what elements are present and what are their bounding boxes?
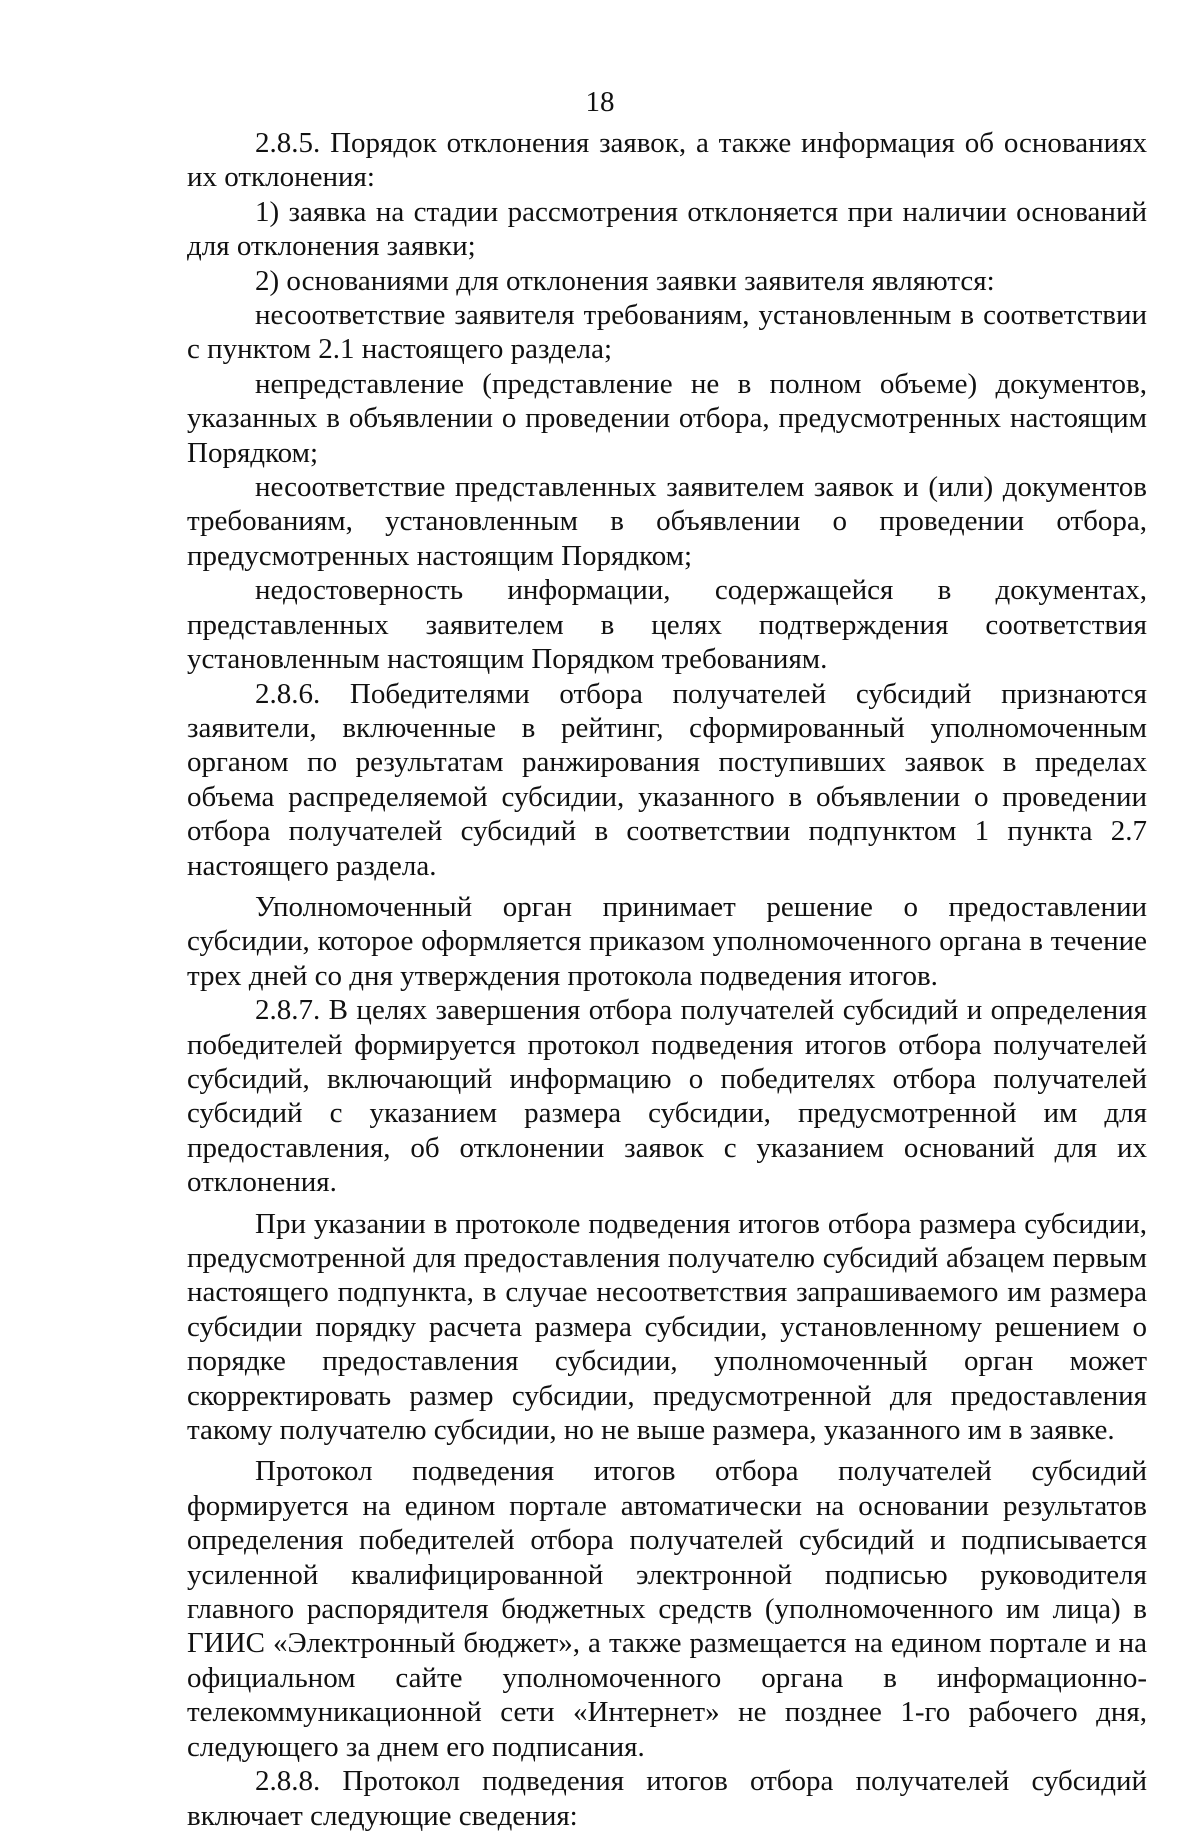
paragraph-2-8-8: 2.8.8. Протокол подведения итогов отбора получателей субсидий включает следующие сведения: (187, 1765, 1147, 1832)
paragraph-list-item-2: 2) основаниями для отклонения заявки заявителя являются: (255, 264, 995, 297)
paragraph-ground-requirements: несоответствие заявителя требованиям, установленным в соответствии с пунктом 2.1 настоящего раздела; (187, 299, 1147, 366)
paragraph-ground-documents: непредставление (представление не в полном объеме) документов, указанных в объявлении о проведении отбора, предусмотренных настоящим Порядком; (187, 367, 1147, 469)
paragraph-correction: При указании в протоколе подведения итогов отбора размера субсидии, предусмотренной для предоставления получателю субсидий абзацем первым настоящего подпункта, в случае несоответствия запрашиваемого им размера субсидии порядку расчета размера субсидии, установленному решением о порядке предоставления субсидии, уполномоченный орган может скорректировать размер субсидии, предусмотренной для предоставления такому получателю субсидии, но не выше размера, указанного им в заявке. (187, 1207, 1147, 1447)
document-body (187, 126, 1147, 1833)
page-number: 18 (585, 86, 615, 118)
paragraph-list-item-1: 1) заявка на стадии рассмотрения отклоняется при наличии оснований для отклонения заявки; (187, 195, 1147, 263)
paragraph-ground-nonconformity: несоответствие представленных заявителем заявок и (или) документов требованиям, установленным в объявлении о проведении отбора, предусмотренных настоящим Порядком; (187, 471, 1147, 572)
paragraph-ground-unreliability: недостоверность информации, содержащейся в документах, представленных заявителем в целях подтверждения соответствия установленным настоящим Порядком требованиям. (187, 574, 1147, 676)
paragraph-2-8-5: 2.8.5. Порядок отклонения заявок, а также информация об основаниях их отклонения: (187, 127, 1147, 194)
paragraph-2-8-6: 2.8.6. Победителями отбора получателей субсидий признаются заявители, включенные в рейтинг, сформированный уполномоченным органом по результатам ранжирования поступивших заявок в пределах объема распределяемой субсидии, указанного в объявлении о проведении отбора получателей субсидий в соответствии подпунктом 1 пункта 2.7 настоящего раздела. (187, 677, 1147, 882)
paragraph-decision: Уполномоченный орган принимает решение о предоставлении субсидии, которое оформляется приказом уполномоченного органа в течение трех дней со дня утверждения протокола подведения итогов. (187, 890, 1147, 992)
paragraph-protocol-publication: Протокол подведения итогов отбора получателей субсидий формируется на едином портале автоматически на основании результатов определения победителей отбора получателей субсидий и подписывается усиленной квалифицированной электронной подписью руководителя главного распорядителя бюджетных средств (уполномоченного им лица) в ГИИС «Электронный бюджет», а также размещается на едином портале и на официальном сайте уполномоченного органа в информационно-телекоммуникационной сети «Интернет» не позднее 1-го рабочего дня, следующего за днем его подписания. (187, 1455, 1147, 1763)
paragraph-2-8-7: 2.8.7. В целях завершения отбора получателей субсидий и определения победителей формируется протокол подведения итогов отбора получателей субсидий, включающий информацию о победителях отбора получателей субсидий с указанием размера субсидии, предусмотренной им для предоставления, об отклонении заявок с указанием оснований для их отклонения. (187, 994, 1147, 1199)
